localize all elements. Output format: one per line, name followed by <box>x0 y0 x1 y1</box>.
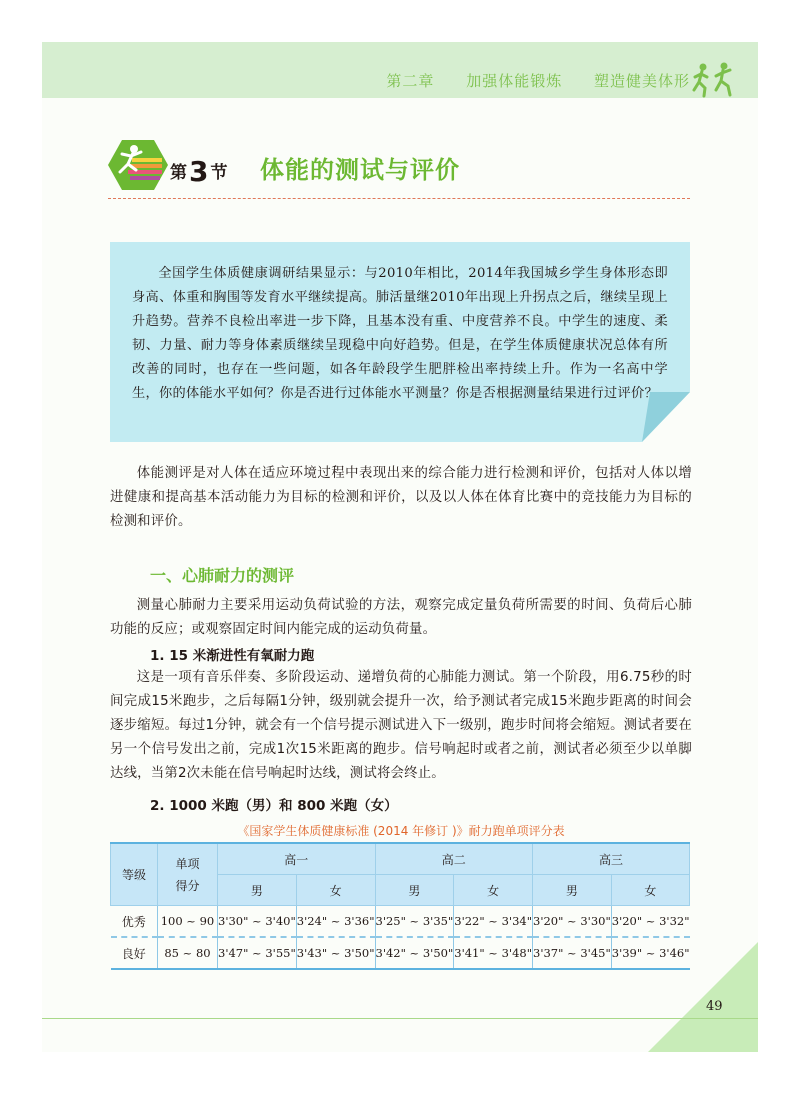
table-caption: 《国家学生体质健康标准 (2014 年修订 )》耐力跑单项评分表 <box>237 824 565 838</box>
page-number: 49 <box>706 999 723 1014</box>
cell-time: 3'20" ~ 3'32" <box>611 906 689 938</box>
col-header-female: 女 <box>296 875 375 906</box>
col-header-male: 男 <box>218 875 297 906</box>
cell-grade: 良好 <box>111 937 158 969</box>
col-header-female: 女 <box>611 875 689 906</box>
col-header-score: 单项得分 <box>157 843 217 906</box>
cell-time: 3'30" ~ 3'40" <box>218 906 297 938</box>
col-header-grade-1: 高一 <box>218 843 376 875</box>
cell-grade: 优秀 <box>111 906 158 938</box>
table-row <box>111 906 690 938</box>
chapter-header <box>360 70 690 91</box>
cell-time: 3'43" ~ 3'50" <box>296 937 375 969</box>
col-header-grade: 等级 <box>111 843 158 906</box>
chapter-title-2: 塑造健美体形 <box>593 72 690 90</box>
cell-score: 100 ~ 90 <box>157 906 217 938</box>
heading-cardio: 一、心肺耐力的测评 <box>150 566 295 585</box>
cell-time: 3'42" ~ 3'50" <box>375 937 454 969</box>
footer-divider <box>42 1018 758 1019</box>
chapter-label: 第二章 <box>386 72 435 90</box>
cell-time: 3'41" ~ 3'48" <box>454 937 533 969</box>
cell-time: 3'39" ~ 3'46" <box>611 937 689 969</box>
subheading-1000m-run: 2. 1000 米跑（男）和 800 米跑（女） <box>150 798 398 814</box>
col-header-grade-3: 高三 <box>533 843 690 875</box>
section-divider <box>108 198 690 199</box>
table-row <box>111 937 690 969</box>
subheading-15m-run: 1. 15 米渐进性有氧耐力跑 <box>150 648 315 664</box>
runner-icon <box>690 60 740 100</box>
section-badge-icon <box>108 138 168 192</box>
col-header-female: 女 <box>454 875 533 906</box>
corner-decoration <box>648 942 758 1052</box>
intro-text: 全国学生体质健康调研结果显示：与2010年相比，2014年我国城乡学生身体形态即身高、体重和胸围等发育水平继续提高。肺活量继2010年出现上升拐点之后，继续呈现上升趋势。营养不良检出率进一步下降，且基本没有重、中度营养不良。中学生的速度、柔韧、力量、耐力等身体素质继续呈现稳中向好趋势。但是，在学生体质健康状况总体有所改善的同时，也存在一些问题，如各年龄段学生肥胖检出率持续上升。作为一名高中学生，你的体能水平如何？你是否进行过体能水平测量？你是否根据测量结果进行过评价？ <box>132 266 668 401</box>
section-title: 体能的测试与评价 <box>260 156 460 184</box>
cell-time: 3'25" ~ 3'35" <box>375 906 454 938</box>
paragraph-1: 体能测评是对人体在适应环境过程中表现出来的综合能力进行检测和评价，包括对人体以增进健康和提高基本活动能力为目标的检测和评价，以及以人体在体育比赛中的竞技能力为目标的检测和评价。 <box>110 466 692 529</box>
col-header-grade-2: 高二 <box>375 843 533 875</box>
section-number: 第3 节 <box>170 155 228 188</box>
paragraph-3: 这是一项有音乐伴奏、多阶段运动、递增负荷的心肺能力测试。第一个阶段，用6.75秒的时间完成15米跑步，之后每隔1分钟，级别就会提升一次，给予测试者完成15米跑步距离的时间会逐步缩短。每过1分钟，就会有一个信号提示测试进入下一级别，跑步时间将会缩短。测试者要在另一个信号发出之前，完成1次15米距离的跑步。信号响起时或者之前，测试者必须至少以单脚达线，当第2次未能在信号响起时达线，测试将会终止。 <box>110 670 692 781</box>
cell-time: 3'37" ~ 3'45" <box>533 937 612 969</box>
col-header-male: 男 <box>375 875 454 906</box>
cell-time: 3'47" ~ 3'55" <box>218 937 297 969</box>
chapter-title-1: 加强体能锻炼 <box>466 72 563 90</box>
cell-time: 3'22" ~ 3'34" <box>454 906 533 938</box>
paragraph-2: 测量心肺耐力主要采用运动负荷试验的方法，观察完成定量负荷所需要的时间、负荷后心肺功能的反应；或观察固定时间内能完成的运动负荷量。 <box>110 598 692 637</box>
cell-time: 3'20" ~ 3'30" <box>533 906 612 938</box>
cell-time: 3'24" ~ 3'36" <box>296 906 375 938</box>
col-header-male: 男 <box>533 875 612 906</box>
score-table <box>110 842 690 970</box>
cell-score: 85 ~ 80 <box>157 937 217 969</box>
